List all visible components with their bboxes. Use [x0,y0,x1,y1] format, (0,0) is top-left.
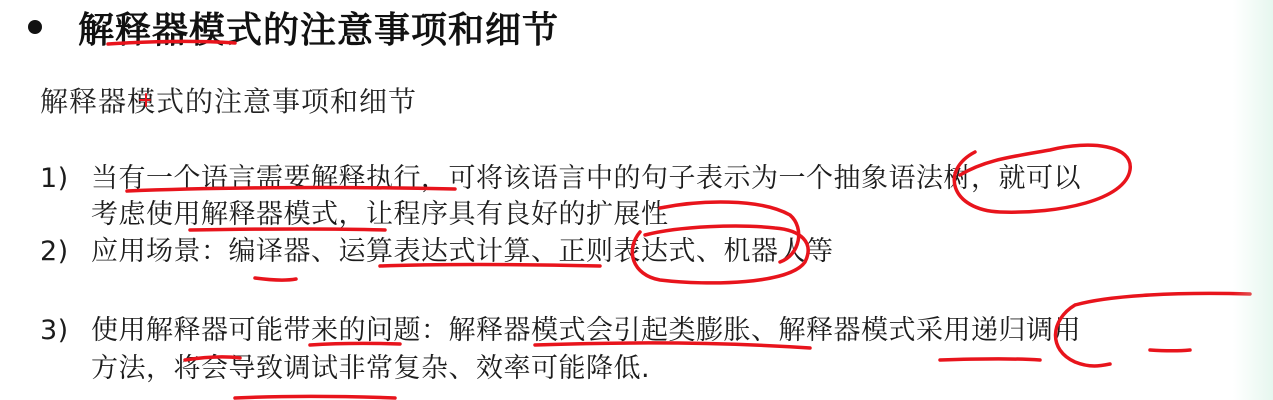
item-text-line: 考虑使用解释器模式，让程序具有良好的扩展性 [91,199,669,230]
slide-subtitle: 解释器模式的注意事项和细节 [40,85,418,118]
item-number: 1) [40,163,69,194]
item-text-line: 使用解释器可能带来的问题：解释器模式会引起类膨胀、解释器模式采用递归调用 [91,315,1081,346]
item-number: 3) [40,315,69,346]
annotation-underline [255,278,296,280]
item-text-line: 方法，将会导致调试非常复杂、效率可能降低. [91,353,651,384]
annotation-underline [235,397,395,399]
annotation-underline [1150,350,1190,351]
annotation-circle [1055,293,1250,366]
edge-glow [1233,0,1273,400]
bullet-icon [28,20,42,34]
slide-title: 解释器模式的注意事项和细节 [78,9,560,51]
title-row [28,4,559,50]
annotation-underline [940,359,1040,360]
item-text-line: 当有一个语言需要解释执行，可将该语言中的句子表示为一个抽象语法树，就可以 [91,163,1081,194]
item-text-line: 应用场景：编译器、运算表达式计算、正则表达式、机器人等 [91,236,834,267]
item-number: 2) [40,236,69,267]
